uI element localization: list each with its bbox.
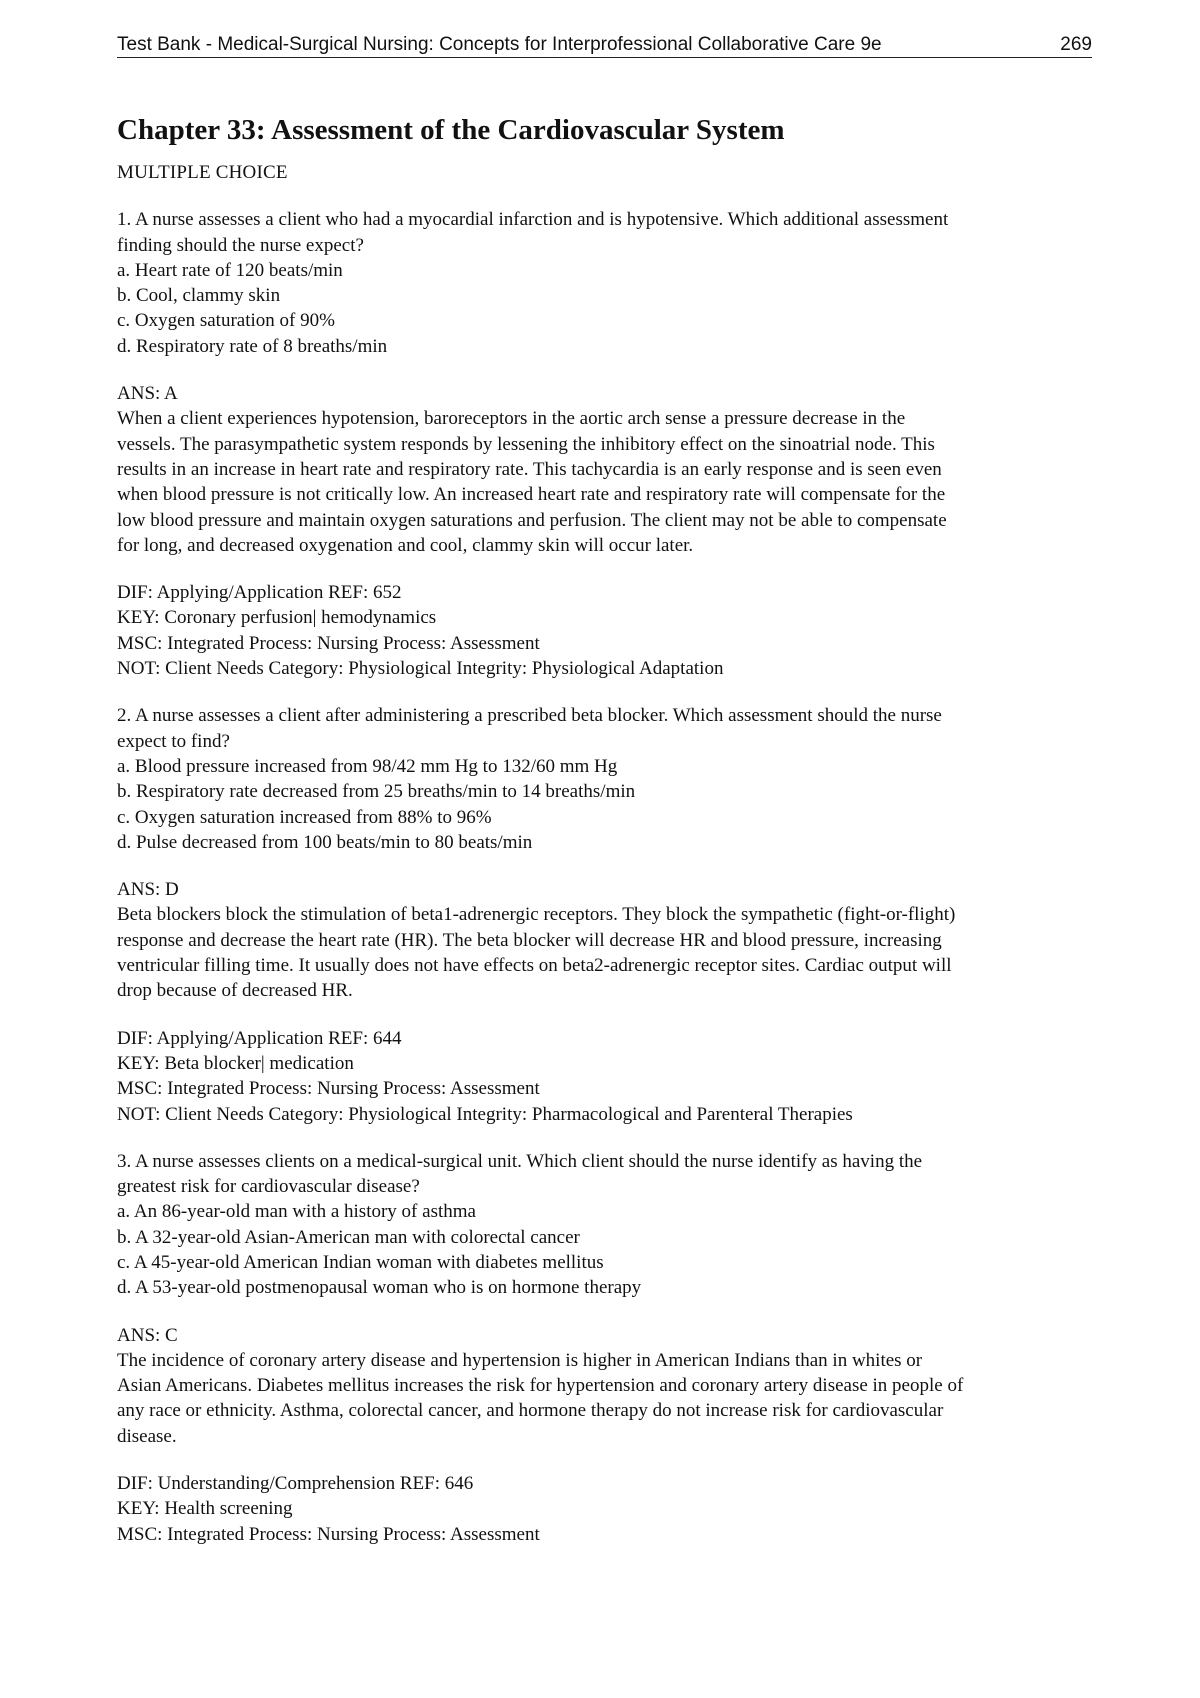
question-stem-line: 1. A nurse assesses a client who had a myocardial infarction and is hypotensive. Which additional assessment (117, 209, 949, 231)
answer-option: d. Respiratory rate of 8 breaths/min (117, 335, 388, 357)
header-title: Test Bank - Medical-Surgical Nursing: Concepts for Interprofessional Collaborative Care 9e (117, 34, 882, 55)
rationale-line: ventricular filling time. It usually does not have effects on beta2-adrenergic receptor sites. Cardiac output will (117, 955, 952, 977)
chapter-title: Chapter 33: Assessment of the Cardiovascular System (117, 114, 785, 146)
question-block (117, 1149, 1097, 1547)
rationale-line: response and decrease the heart rate (HR). The beta blocker will decrease HR and blood pressure, increasing (117, 929, 942, 951)
answer-option: c. Oxygen saturation increased from 88% to 96% (117, 806, 492, 828)
answer-key: ANS: C (117, 1324, 178, 1346)
question-stem-line: 2. A nurse assesses a client after administering a prescribed beta blocker. Which assessment should the nurse (117, 705, 942, 727)
question-stem-line: expect to find? (117, 730, 230, 752)
rationale-line: vessels. The parasympathetic system responds by lessening the inhibitory effect on the sinoatrial node. This (117, 433, 935, 455)
answer-key: ANS: D (117, 879, 179, 901)
rationale-line: for long, and decreased oxygenation and cool, clammy skin will occur later. (117, 534, 694, 556)
answer-option: c. A 45-year-old American Indian woman with diabetes mellitus (117, 1251, 604, 1273)
question-metadata-line: MSC: Integrated Process: Nursing Process: Assessment (117, 1523, 540, 1545)
answer-option: c. Oxygen saturation of 90% (117, 310, 335, 332)
rationale-line: low blood pressure and maintain oxygen saturations and perfusion. The client may not be able to compensate (117, 509, 947, 531)
rationale-line: Beta blockers block the stimulation of beta1-adrenergic receptors. They block the sympathetic (fight-or-flight) (117, 904, 956, 926)
question-stem-line: 3. A nurse assesses clients on a medical-surgical unit. Which client should the nurse identify as having the (117, 1150, 923, 1172)
question-metadata-line: NOT: Client Needs Category: Physiological Integrity: Physiological Adaptation (117, 658, 724, 680)
answer-option: b. Respiratory rate decreased from 25 breaths/min to 14 breaths/min (117, 781, 636, 803)
answer-option: d. A 53-year-old postmenopausal woman who is on hormone therapy (117, 1277, 642, 1299)
question-metadata-line: DIF: Applying/Application REF: 652 (117, 582, 402, 604)
page-header (117, 34, 1092, 58)
question-stem-line: greatest risk for cardiovascular disease? (117, 1176, 420, 1198)
rationale-line: disease. (117, 1425, 177, 1447)
question-metadata-line: MSC: Integrated Process: Nursing Process: Assessment (117, 632, 540, 654)
question-metadata-line: DIF: Applying/Application REF: 644 (117, 1027, 402, 1049)
answer-option: a. An 86-year-old man with a history of asthma (117, 1201, 476, 1223)
answer-option: a. Blood pressure increased from 98/42 mm Hg to 132/60 mm Hg (117, 755, 618, 777)
question-metadata-line: KEY: Coronary perfusion| hemodynamics (117, 607, 437, 629)
question-block (117, 207, 1097, 703)
question-metadata-line: NOT: Client Needs Category: Physiological Integrity: Pharmacological and Parenteral Therapies (117, 1103, 853, 1125)
answer-key: ANS: A (117, 383, 178, 405)
question-metadata-line: KEY: Beta blocker| medication (117, 1052, 354, 1074)
page-number: 269 (1060, 34, 1092, 55)
rationale-line: results in an increase in heart rate and respiratory rate. This tachycardia is an early response and is seen even (117, 458, 942, 480)
rationale-line: drop because of decreased HR. (117, 980, 353, 1002)
rationale-line: When a client experiences hypotension, baroreceptors in the aortic arch sense a pressure decrease in the (117, 408, 906, 430)
answer-option: a. Heart rate of 120 beats/min (117, 259, 343, 281)
page-content (117, 112, 1097, 1547)
question-list (117, 207, 1097, 1547)
rationale-line: The incidence of coronary artery disease and hypertension is higher in American Indians than in whites or (117, 1349, 923, 1371)
answer-option: b. Cool, clammy skin (117, 285, 281, 307)
question-metadata-line: KEY: Health screening (117, 1498, 293, 1520)
section-title: MULTIPLE CHOICE (117, 162, 288, 183)
answer-option: d. Pulse decreased from 100 beats/min to 80 beats/min (117, 831, 533, 853)
question-stem-line: finding should the nurse expect? (117, 234, 364, 256)
question-metadata-line: MSC: Integrated Process: Nursing Process: Assessment (117, 1078, 540, 1100)
rationale-line: any race or ethnicity. Asthma, colorectal cancer, and hormone therapy do not increase risk for cardiovascular (117, 1400, 944, 1422)
rationale-line: when blood pressure is not critically low. An increased heart rate and respiratory rate will compensate for the (117, 484, 946, 506)
question-block (117, 703, 1097, 1148)
question-metadata-line: DIF: Understanding/Comprehension REF: 646 (117, 1473, 474, 1495)
answer-option: b. A 32-year-old Asian-American man with colorectal cancer (117, 1226, 580, 1248)
rationale-line: Asian Americans. Diabetes mellitus increases the risk for hypertension and coronary artery disease in people of (117, 1375, 964, 1397)
